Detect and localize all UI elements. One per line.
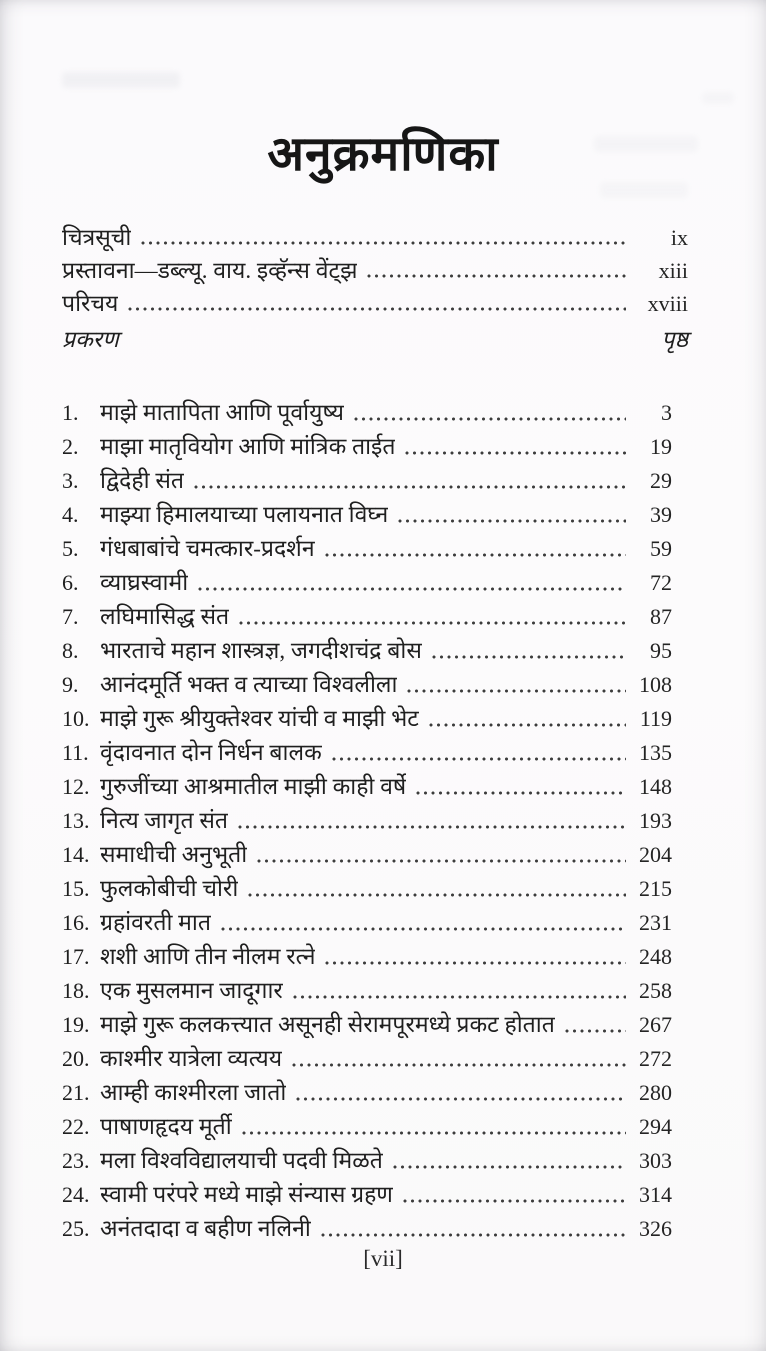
entry-title: वृंदावनात दोन निर्धन बालक (100, 740, 322, 765)
chapter-number: 15. (62, 876, 90, 901)
entry-page-number: 148 (639, 774, 672, 799)
chapter-number: 11. (62, 740, 89, 765)
chapter-number: 12. (62, 774, 90, 799)
toc-row (62, 1143, 688, 1177)
dot-leader (291, 1060, 626, 1069)
page-column-header: पृष्ठ (661, 327, 688, 352)
entry-page-number: 193 (639, 808, 672, 833)
toc-row (62, 837, 688, 871)
entry-page-number: 267 (639, 1012, 672, 1037)
entry-title: माझे गुरू श्रीयुक्तेश्वर यांची व माझी भेट (100, 706, 419, 731)
chapter-list (62, 395, 688, 1245)
entry-page-number: xiii (658, 258, 688, 283)
toc-row (62, 803, 688, 837)
dot-leader (402, 1196, 626, 1205)
entry-title: परिचय (62, 291, 119, 316)
chapter-column-header: प्रकरण (62, 327, 119, 352)
entry-title: काश्मीर यात्रेला व्यत्यय (100, 1046, 283, 1071)
entry-page-number: 280 (639, 1080, 672, 1105)
chapter-number: 9. (62, 672, 79, 697)
dot-leader (295, 1094, 626, 1103)
toc-row (62, 905, 688, 939)
toc-row (62, 1041, 688, 1075)
chapter-number: 2. (62, 434, 79, 459)
toc-row (62, 973, 688, 1007)
entry-title: आम्ही काश्मीरला जातो (100, 1080, 287, 1105)
chapter-number: 10. (62, 706, 90, 731)
entry-title: लघिमासिद्ध संत (100, 604, 230, 629)
entry-title: मला विश्वविद्यालयाची पदवी मिळते (100, 1148, 383, 1173)
toc-row (62, 1075, 688, 1109)
dot-leader (320, 1230, 626, 1239)
dot-leader (366, 271, 626, 280)
chapter-number: 5. (62, 536, 79, 561)
dot-leader (197, 584, 626, 593)
entry-page-number: 248 (639, 944, 672, 969)
toc-row (62, 497, 688, 531)
dot-leader (431, 652, 626, 661)
chapter-number: 24. (62, 1182, 90, 1207)
chapter-number: 20. (62, 1046, 90, 1071)
entry-page-number: 204 (639, 842, 672, 867)
entry-page-number: 119 (639, 706, 672, 731)
entry-page-number: 258 (639, 978, 672, 1003)
entry-page-number: xviii (647, 291, 688, 316)
entry-page-number: 95 (650, 638, 672, 663)
chapter-number: 23. (62, 1148, 90, 1173)
dot-leader (127, 304, 626, 313)
entry-page-number: 3 (661, 400, 672, 425)
toc-row (62, 565, 688, 599)
dot-leader (392, 1162, 626, 1171)
chapter-number: 22. (62, 1114, 90, 1139)
dot-leader (331, 754, 626, 763)
toc-row (62, 395, 688, 429)
toc-row (62, 939, 688, 973)
toc-row (62, 1211, 688, 1245)
toc-row (62, 769, 688, 803)
entry-title: फुलकोबीची चोरी (100, 876, 239, 901)
entry-page-number: ix (670, 225, 688, 250)
entry-title: माझा मातृवियोग आणि मांत्रिक ताईत (100, 434, 396, 459)
entry-page-number: 19 (650, 434, 672, 459)
chapter-number: 7. (62, 604, 79, 629)
toc-row (62, 1007, 688, 1041)
dot-leader (324, 550, 626, 559)
entry-title: गंधबाबांचे चमत्कार-प्रदर्शन (100, 536, 315, 561)
entry-page-number: 108 (639, 672, 672, 697)
chapter-number: 8. (62, 638, 79, 663)
dot-leader (247, 890, 626, 899)
toc-row (62, 871, 688, 905)
entry-title: एक मुसलमान जादूगार (100, 978, 283, 1003)
toc-row (62, 667, 688, 701)
dot-leader (237, 822, 626, 831)
entry-page-number: 303 (639, 1148, 672, 1173)
chapter-number: 1. (62, 400, 79, 425)
entry-page-number: 326 (639, 1216, 672, 1241)
dot-leader (220, 924, 626, 933)
toc-row (62, 735, 688, 769)
dot-leader (564, 1026, 626, 1035)
toc-row (62, 531, 688, 565)
toc-row (62, 1177, 688, 1211)
entry-title: पाषाणहृदय मूर्ती (100, 1114, 232, 1139)
dot-leader (193, 482, 626, 491)
chapter-number: 18. (62, 978, 90, 1003)
toc-row (62, 1109, 688, 1143)
chapter-number: 16. (62, 910, 90, 935)
dot-leader (397, 516, 626, 525)
entry-title: आनंदमूर्ति भक्त व त्याच्या विश्वलीला (100, 672, 398, 697)
chapter-number: 6. (62, 570, 79, 595)
dot-leader (292, 992, 626, 1001)
chapter-number: 25. (62, 1216, 90, 1241)
entry-title: भारताचे महान शास्त्रज्ञ, जगदीशचंद्र बोस (100, 638, 422, 663)
bleed-through-smudge (702, 92, 734, 104)
entry-page-number: 72 (650, 570, 672, 595)
entry-page-number: 215 (639, 876, 672, 901)
chapter-number: 13. (62, 808, 90, 833)
entry-title: ग्रहांवरती मात (100, 910, 211, 935)
entry-page-number: 314 (639, 1182, 672, 1207)
entry-title: प्रस्तावना—डब्ल्यू. वाय. इव्हॅन्स वेंट्झ (62, 258, 358, 283)
chapter-number: 4. (62, 502, 79, 527)
dot-leader (415, 788, 626, 797)
chapter-number: 17. (62, 944, 90, 969)
dot-leader (428, 720, 626, 729)
toc-row (62, 599, 688, 633)
dot-leader (324, 958, 626, 967)
entry-page-number: 294 (639, 1114, 672, 1139)
bleed-through-smudge (600, 182, 688, 198)
entry-title: व्याघ्रस्वामी (100, 570, 189, 595)
toc-row (62, 701, 688, 735)
entry-title: गुरुजींच्या आश्रमातील माझी काही वर्षे (100, 774, 407, 799)
entry-page-number: 59 (650, 536, 672, 561)
entry-title: माझे मातापिता आणि पूर्वायुष्य (100, 400, 344, 425)
toc-row (62, 286, 688, 319)
dot-leader (238, 618, 626, 627)
toc-row (62, 429, 688, 463)
chapter-number: 19. (62, 1012, 90, 1037)
entry-title: स्वामी परंपरे मध्ये माझे संन्यास ग्रहण (100, 1182, 393, 1207)
dot-leader (353, 414, 626, 423)
entry-title: नित्य जागृत संत (100, 808, 228, 833)
entry-title: अनंतदादा व बहीण नलिनी (100, 1216, 311, 1241)
toc-row (62, 463, 688, 497)
entry-title: माझे गुरू कलकत्त्यात असूनही सेरामपूरमध्ये प्रकट होतात (100, 1012, 555, 1037)
bleed-through-smudge (594, 136, 698, 152)
dot-leader (404, 448, 626, 457)
chapter-number: 14. (62, 842, 90, 867)
chapter-number: 3. (62, 468, 79, 493)
entry-title: चित्रसूची (62, 225, 132, 250)
entry-page-number: 272 (639, 1046, 672, 1071)
entry-page-number: 231 (639, 910, 672, 935)
entry-page-number: 39 (650, 502, 672, 527)
chapter-number: 21. (62, 1080, 90, 1105)
entry-title: माझ्या हिमालयाच्या पलायनात विघ्न (100, 502, 389, 527)
entry-page-number: 29 (650, 468, 672, 493)
column-headers (62, 322, 688, 359)
dot-leader (406, 686, 626, 695)
entry-page-number: 87 (650, 604, 672, 629)
dot-leader (140, 238, 626, 247)
dot-leader (256, 856, 626, 865)
entry-title: द्विदेही संत (100, 468, 184, 493)
toc-row (62, 220, 688, 253)
entry-title: समाधीची अनुभूती (100, 842, 248, 867)
dot-leader (241, 1128, 626, 1137)
toc-title: अनुक्रमणिका (267, 128, 499, 181)
entry-page-number: 135 (639, 740, 672, 765)
bleed-through-smudge (62, 72, 180, 88)
folio-page-number: [vii] (363, 1246, 403, 1271)
toc-row (62, 633, 688, 667)
toc-row (62, 253, 688, 286)
front-matter-list (62, 220, 688, 319)
entry-title: शशी आणि तीन नीलम रत्ने (100, 944, 316, 969)
